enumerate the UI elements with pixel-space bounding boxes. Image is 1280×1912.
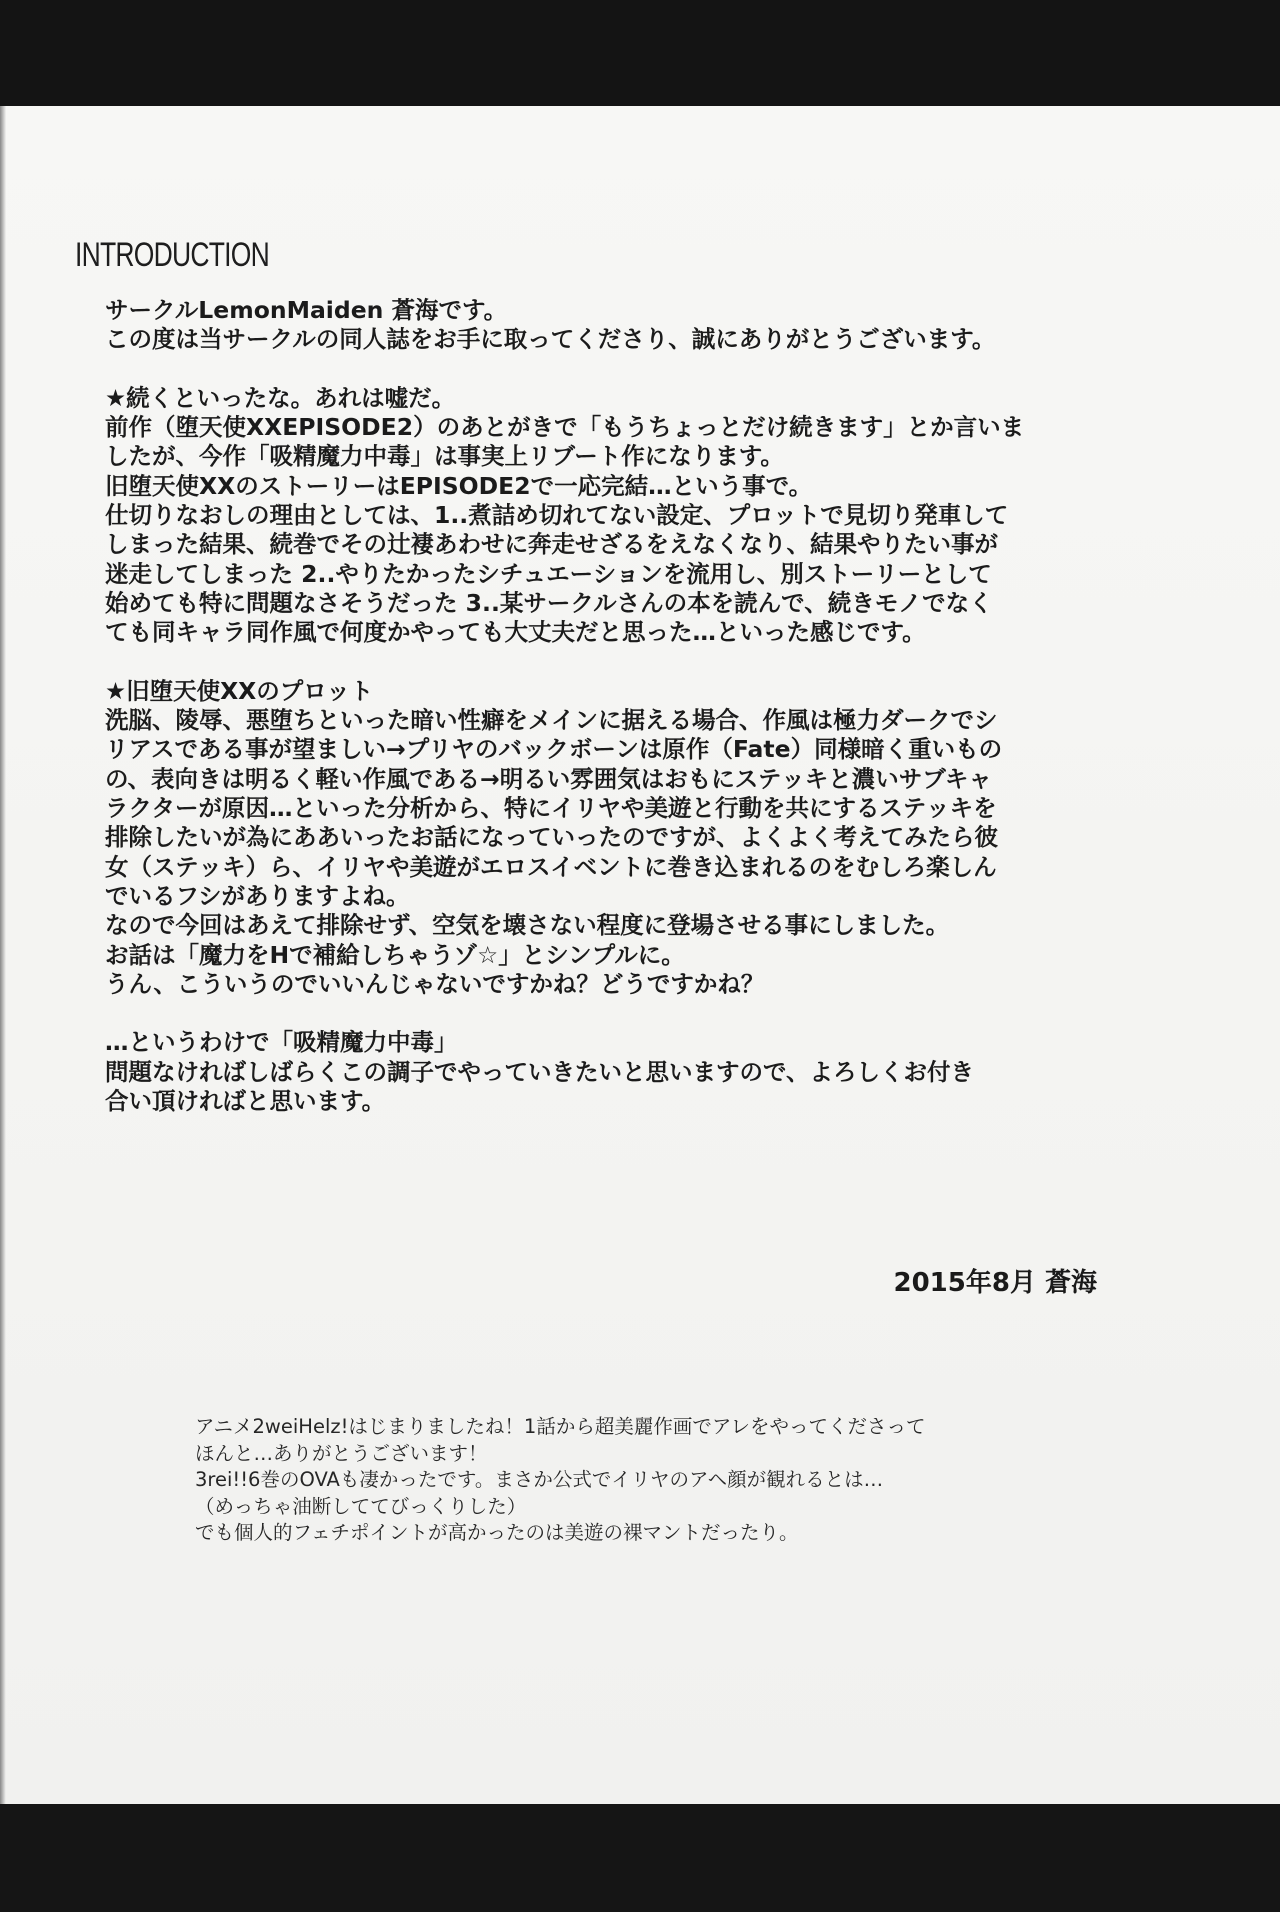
text-line: でも個人的フェチポイントが高かったのは美遊の裸マントだったり。 [195,1521,799,1544]
text-line: 仕切りなおしの理由としては、1..煮詰め切れてない設定、プロットで見切り発車して [105,501,1009,530]
paragraph-gap [105,648,1024,677]
text-line: 女（ステッキ）ら、イリヤや美遊がエロスイベントに巻き込まれるのをむしろ楽しん [105,852,997,881]
text-line: （めっちゃ油断しててびっくりした） [195,1494,527,1518]
text-line: 排除したいが為にああいったお話になっていったのですが、よくよく考えてみたら彼 [105,823,998,852]
text-line: 問題なければしばらくこの調子でやっていきたいと思いますので、よろしくお付き [105,1057,975,1086]
text-line: の、表向きは明るく軽い作風である→明るい雰囲気はおもにステッキと濃いサブキャ [105,764,992,793]
text-line: 旧堕天使XXのストーリーはEPISODE2で一応完結…という事で。 [105,471,813,500]
signature-date: 2015年8月 蒼海 [893,1268,1097,1298]
text-line: 始めても特に問題なさそうだった 3..某サークルさんの本を読んで、続きモノでなく [105,588,993,617]
introduction-body [105,296,1024,1116]
text-line: ★続くといったな。あれは嘘だ。 [105,383,456,412]
text-line: サークルLemonMaiden 蒼海です。 [105,296,508,324]
text-line: 合い頂ければと思います。 [105,1087,386,1116]
text-line: ほんと…ありがとうございます！ [195,1441,488,1465]
text-line: ラクターが原因…といった分析から、特にイリヤや美遊と行動を共にするステッキを [105,794,997,823]
text-line: したが、今作「吸精魔力中毒」は事実上リブート作になります。 [105,442,784,471]
page-title: INTRODUCTION [75,236,269,274]
paragraph-gap [105,999,1024,1028]
text-line: 前作（堕天使XXEPISODE2）のあとがきで「もうちょっとだけ続きます」とか言いま [105,413,1025,442]
text-line: この度は当サークルの同人誌をお手に取ってくださり、誠にありがとうございます。 [105,325,996,354]
scan-edge-left [0,106,6,1804]
text-line: 3rei!!6巻のOVAも凄かったです。まさか公式でイリヤのアヘ顔が観れるとは… [195,1468,884,1491]
scan-border-bottom [0,1804,1280,1912]
text-line: …というわけで「吸精魔力中毒」 [105,1028,458,1057]
paragraph-gap [105,355,1024,384]
afterword-note [195,1414,926,1547]
text-line: アニメ2weiHelz!はじまりましたね！1話から超美麗作画でアレをやってくださって [195,1415,926,1438]
scan-border-top [0,0,1280,106]
text-line: でいるフシがありますよね。 [105,881,410,910]
text-line: なので今回はあえて排除せず、空気を壊さない程度に登場させる事にしました。 [105,911,950,940]
text-line: ても同キャラ同作風で何度かやっても大丈夫だと思った…といった感じです。 [105,618,926,647]
text-line: 洗脳、陵辱、悪堕ちといった暗い性癖をメインに据える場合、作風は極力ダークでシ [105,706,998,735]
text-line: うん、こういうのでいいんじゃないですかね？どうですかね？ [105,969,765,998]
text-line: リアスである事が望ましい→プリヤのバックボーンは原作（Fate）同様暗く重いもの [105,735,1003,764]
text-line: お話は「魔力をHで補給しちゃうゾ☆」とシンプルに。 [105,940,685,969]
text-line: 迷走してしまった 2..やりたかったシチュエーションを流用し、別ストーリーとして [105,559,992,588]
text-line: しまった結果、続巻でその辻褄あわせに奔走せざるをえなくなり、結果やりたい事が [105,530,998,559]
text-line: ★旧堕天使XXのプロット [105,676,374,705]
